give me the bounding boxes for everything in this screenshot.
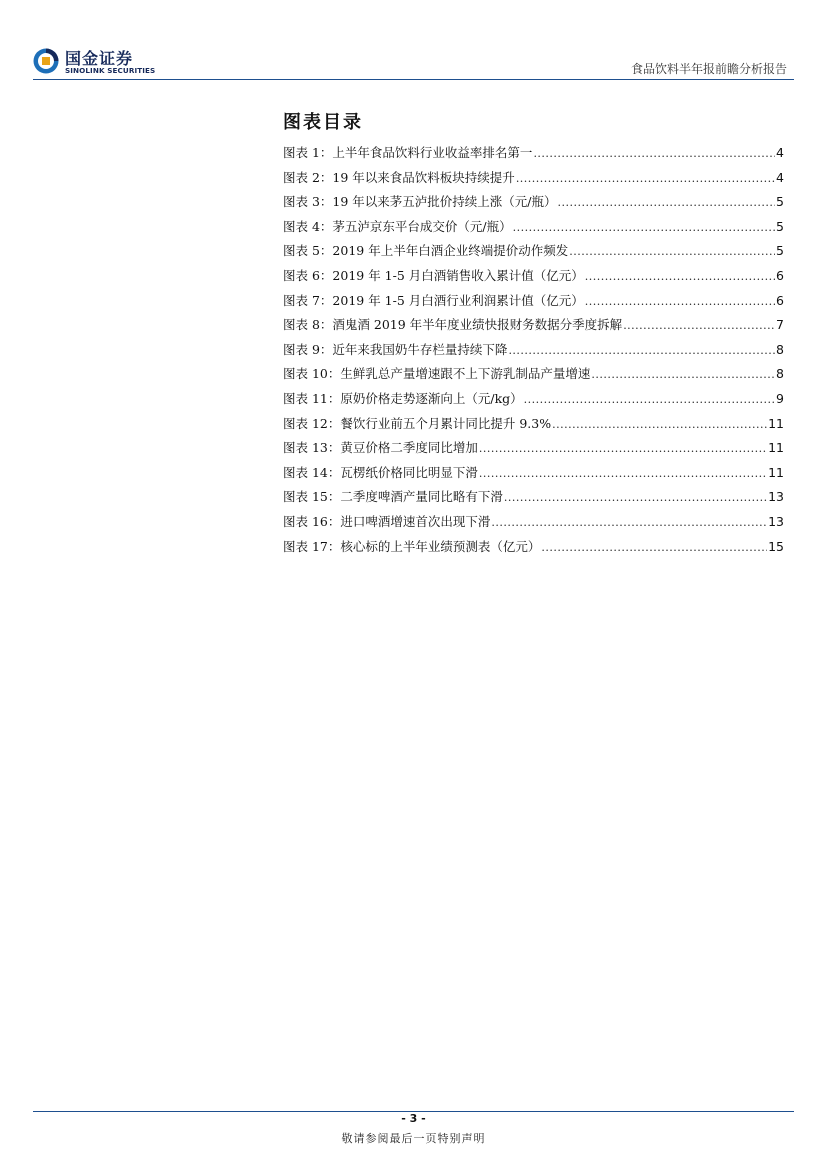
toc-entry-label: 图表 4：茅五泸京东平台成交价（元/瓶） xyxy=(283,218,512,234)
toc-entry-12[interactable] xyxy=(283,414,784,439)
toc-leader-dots xyxy=(516,172,775,185)
toc-entry-page: 13 xyxy=(768,513,784,529)
toc-entry-page: 7 xyxy=(776,317,784,333)
toc-entry-page: 6 xyxy=(776,267,784,283)
toc-entry-15[interactable] xyxy=(283,487,784,512)
toc-entry-page: 11 xyxy=(768,440,784,456)
toc-entry-label: 图表 13：黄豆价格二季度同比增加 xyxy=(283,440,478,456)
toc-leader-dots xyxy=(491,516,767,529)
toc-entry-14[interactable] xyxy=(283,463,784,488)
toc-entry-page: 6 xyxy=(776,292,784,308)
toc-entry-4[interactable] xyxy=(283,217,784,242)
toc-entry-label: 图表 6：2019 年 1-5 月白酒销售收入累计值（亿元） xyxy=(283,267,584,283)
toc-entry-2[interactable] xyxy=(283,168,784,193)
toc-entry-page: 5 xyxy=(776,218,784,234)
toc-leader-dots xyxy=(591,368,775,381)
toc-entry-page: 11 xyxy=(768,415,784,431)
footer-disclaimer: 敬请参阅最后一页特别声明 xyxy=(341,1132,486,1145)
toc-entry-13[interactable] xyxy=(283,438,784,463)
toc-entry-label: 图表 2：19 年以来食品饮料板块持续提升 xyxy=(283,169,515,185)
toc-leader-dots xyxy=(623,319,775,332)
toc-entry-5[interactable] xyxy=(283,241,784,266)
toc-leader-dots xyxy=(552,418,767,431)
toc-entry-8[interactable] xyxy=(283,315,784,340)
toc-leader-dots xyxy=(541,541,767,554)
toc-leader-dots xyxy=(533,147,775,160)
toc-heading: 图表目录 xyxy=(283,112,363,133)
report-title: 食品饮料半年报前瞻分析报告 xyxy=(630,62,787,76)
company-logo xyxy=(33,44,163,78)
toc-entry-page: 8 xyxy=(776,341,784,357)
toc-entry-label: 图表 3：19 年以来茅五泸批价持续上涨（元/瓶） xyxy=(283,194,557,210)
toc-entry-label: 图表 14：瓦楞纸价格同比明显下滑 xyxy=(283,464,478,480)
toc-entry-label: 图表 1：上半年食品饮料行业收益率排名第一 xyxy=(283,145,533,160)
toc-entry-label: 图表 7：2019 年 1-5 月白酒行业利润累计值（亿元） xyxy=(283,292,584,308)
toc-entry-page: 4 xyxy=(776,169,784,185)
toc-entry-10[interactable] xyxy=(283,364,784,389)
toc-entry-page: 5 xyxy=(776,194,784,210)
toc-leader-dots xyxy=(585,295,775,308)
toc-entry-label: 图表 16：进口啤酒增速首次出现下滑 xyxy=(283,513,491,529)
toc-leader-dots xyxy=(558,196,776,209)
toc-entry-label: 图表 8：酒鬼酒 2019 年半年度业绩快报财务数据分季度拆解 xyxy=(283,317,623,333)
toc-entry-label: 图表 10：生鲜乳总产量增速跟不上下游乳制品产量增速 xyxy=(283,366,591,382)
toc-entry-1[interactable] xyxy=(283,143,784,168)
toc-list xyxy=(283,143,784,561)
toc-entry-page: 8 xyxy=(776,366,784,382)
toc-leader-dots xyxy=(479,467,767,480)
toc-entry-3[interactable] xyxy=(283,192,784,217)
logo-english-name: SINOLINK SECURITIES xyxy=(65,66,156,75)
toc-entry-page: 13 xyxy=(768,489,784,505)
toc-entry-7[interactable] xyxy=(283,291,784,316)
toc-entry-label: 图表 9：近年来我国奶牛存栏量持续下降 xyxy=(283,341,508,357)
toc-entry-9[interactable] xyxy=(283,340,784,365)
toc-entry-page: 9 xyxy=(776,390,784,406)
toc-entry-label: 图表 5：2019 年上半年白酒企业终端提价动作频发 xyxy=(283,243,569,259)
toc-leader-dots xyxy=(513,221,775,234)
toc-leader-dots xyxy=(524,393,775,406)
toc-entry-page: 15 xyxy=(768,538,784,554)
toc-leader-dots xyxy=(508,344,775,357)
toc-leader-dots xyxy=(585,270,775,283)
toc-leader-dots xyxy=(504,491,767,504)
toc-entry-16[interactable] xyxy=(283,512,784,537)
toc-leader-dots xyxy=(569,245,775,258)
toc-entry-17[interactable] xyxy=(283,537,784,562)
toc-entry-page: 4 xyxy=(776,145,784,160)
toc-entry-label: 图表 11：原奶价格走势逐渐向上（元/kg） xyxy=(283,390,523,406)
toc-leader-dots xyxy=(479,442,767,455)
toc-entry-11[interactable] xyxy=(283,389,784,414)
header-divider xyxy=(33,79,794,80)
toc-entry-label: 图表 17：核心标的上半年业绩预测表（亿元） xyxy=(283,538,541,554)
toc-entry-6[interactable] xyxy=(283,266,784,291)
page-number: - 3 - xyxy=(401,1112,426,1125)
toc-entry-page: 11 xyxy=(768,464,784,480)
logo-chinese-name: 国金证券 xyxy=(65,49,134,68)
sinolink-logo-icon xyxy=(33,48,59,74)
toc-entry-page: 5 xyxy=(776,243,784,259)
toc-entry-label: 图表 12：餐饮行业前五个月累计同比提升 9.3% xyxy=(283,415,552,431)
toc-entry-label: 图表 15：二季度啤酒产量同比略有下滑 xyxy=(283,489,503,505)
